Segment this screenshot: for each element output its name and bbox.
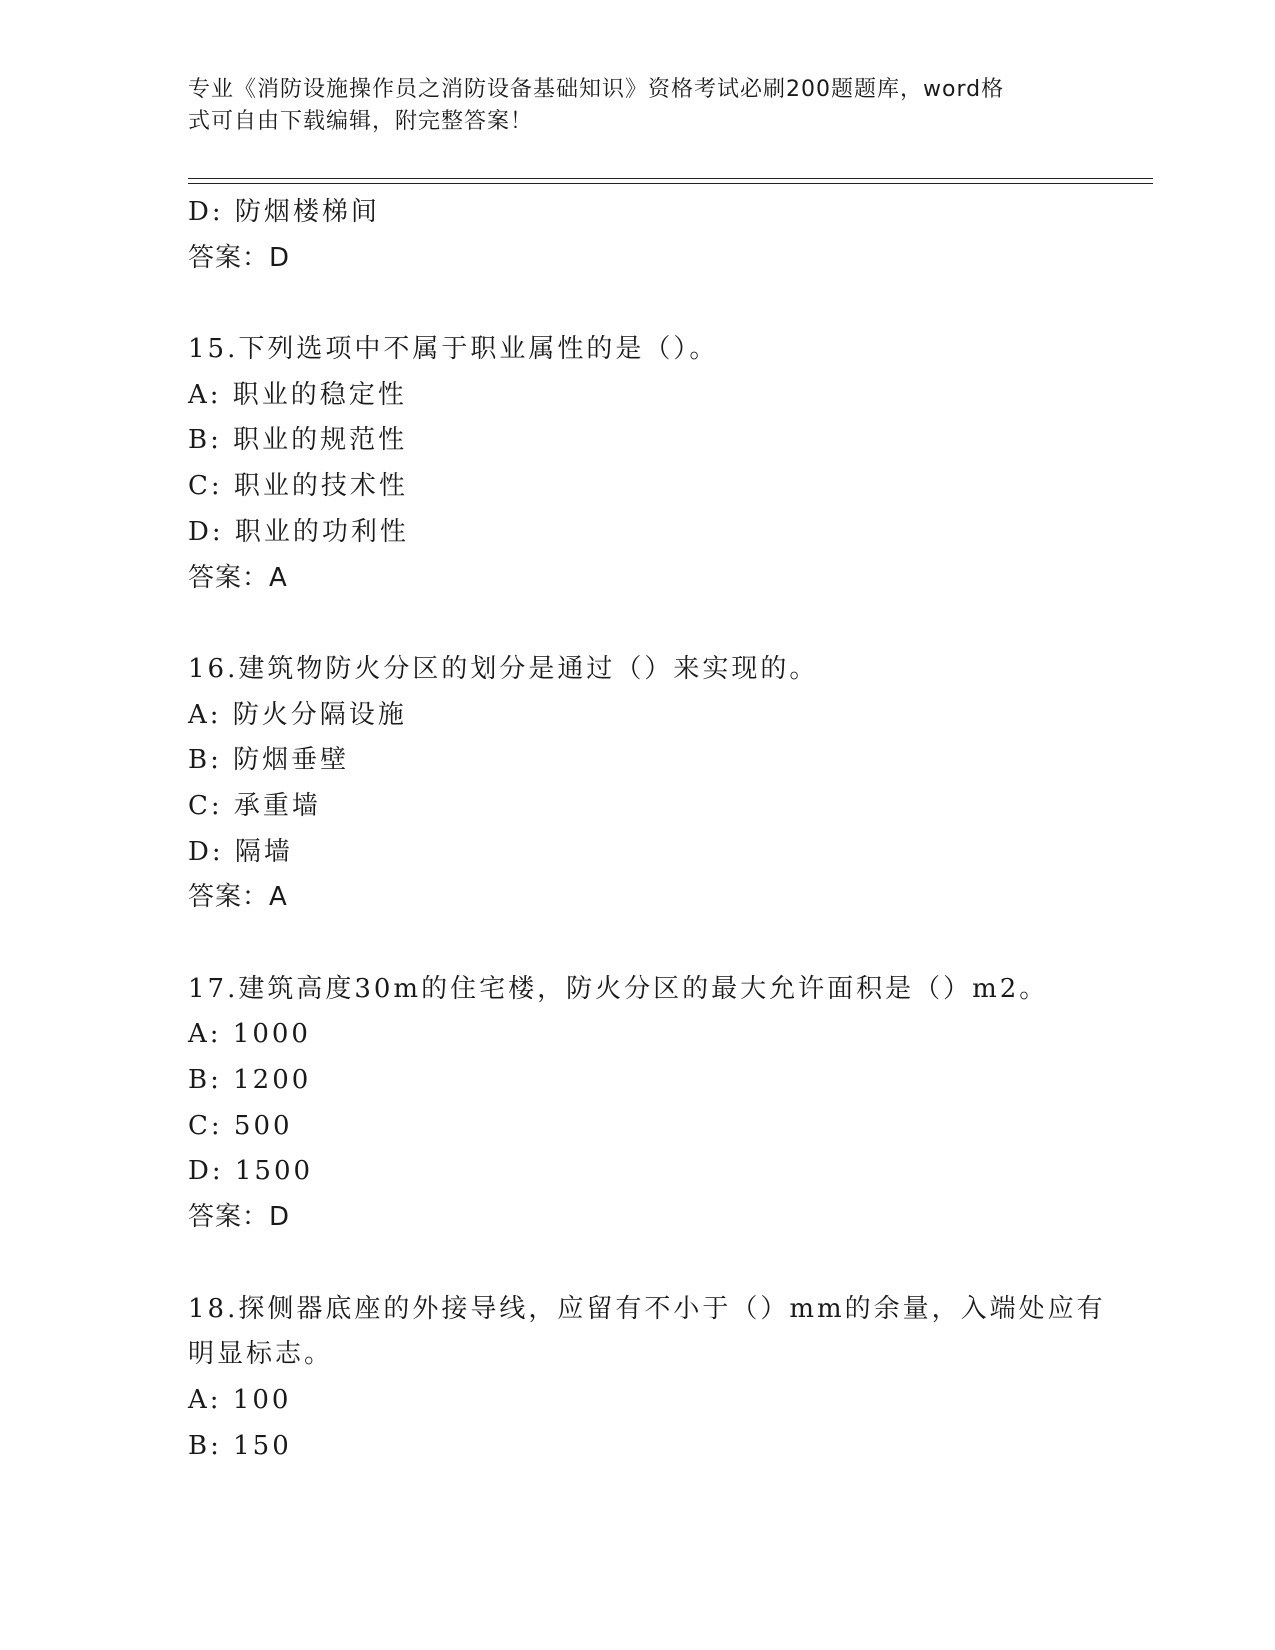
option-a: A: 100 bbox=[188, 1384, 292, 1415]
answer-line: 答案：A bbox=[188, 562, 288, 593]
option-d: D: 1500 bbox=[188, 1156, 314, 1187]
document-header bbox=[188, 74, 1068, 138]
option-d: D: 防烟楼梯间 bbox=[188, 197, 380, 227]
question-15 bbox=[188, 327, 1088, 601]
question-text-line-2: 明显标志。 bbox=[188, 1339, 334, 1370]
question-content bbox=[188, 190, 1106, 1469]
header-line-2: 式可自由下载编辑，附完整答案！ bbox=[188, 109, 534, 134]
option-b: B: 防烟垂壁 bbox=[188, 745, 350, 776]
option-a: A: 1000 bbox=[188, 1019, 311, 1050]
option-d: D: 隔墙 bbox=[188, 836, 293, 867]
question-17 bbox=[188, 967, 1088, 1241]
question-text-line-1: 18.探侧器底座的外接导线，应留有不小于（）mm的余量，入端处应有 bbox=[188, 1293, 1106, 1324]
answer-line: 答案：A bbox=[188, 882, 288, 913]
option-a: A: 防火分隔设施 bbox=[188, 699, 407, 730]
header-line-1: 专业《消防设施操作员之消防设备基础知识》资格考试必刷200题题库，word格 bbox=[188, 77, 1005, 102]
option-b: B: 150 bbox=[188, 1430, 292, 1461]
option-c: C: 承重墙 bbox=[188, 790, 321, 821]
option-c: C: 500 bbox=[188, 1110, 293, 1141]
question-text: 17.建筑高度30m的住宅楼，防火分区的最大允许面积是（）m2。 bbox=[188, 973, 1049, 1004]
header-divider-top bbox=[188, 178, 1153, 179]
option-b: B: 职业的规范性 bbox=[188, 425, 408, 456]
option-c: C: 职业的技术性 bbox=[188, 471, 408, 502]
answer-line: 答案：D bbox=[188, 1202, 291, 1233]
option-a: A: 职业的稳定性 bbox=[188, 379, 407, 410]
header-divider-bottom bbox=[188, 183, 1153, 184]
option-b: B: 1200 bbox=[188, 1065, 312, 1096]
question-16 bbox=[188, 647, 1088, 921]
question-text: 15.下列选项中不属于职业属性的是（）。 bbox=[188, 334, 719, 365]
question-text: 16.建筑物防火分区的划分是通过（）来实现的。 bbox=[188, 653, 819, 684]
answer-line: 答案：D bbox=[188, 242, 291, 273]
option-d: D: 职业的功利性 bbox=[188, 516, 409, 547]
question-18 bbox=[188, 1287, 1106, 1470]
